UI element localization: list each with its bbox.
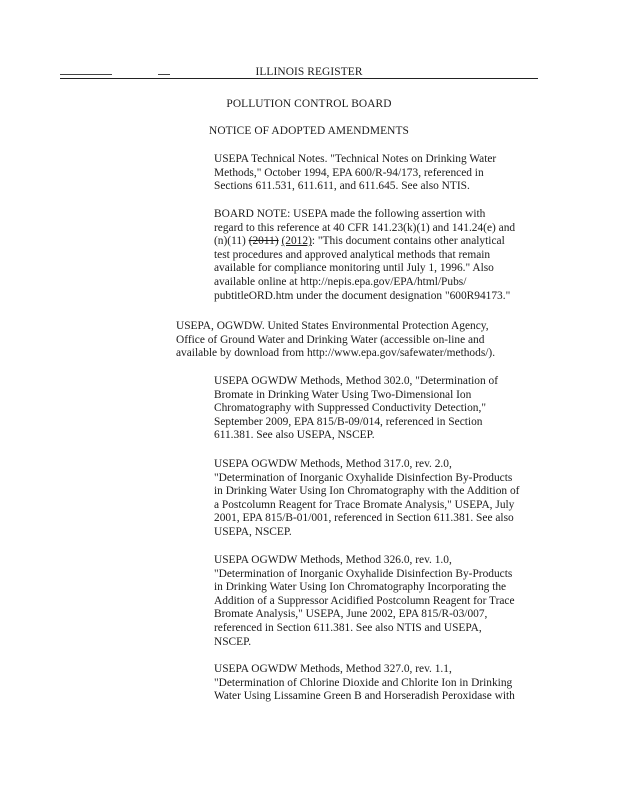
text-run: : "This document contains other analytical — [311, 235, 505, 248]
text-line: "Determination of Inorganic Oxyhalide Disinfection By-Products — [214, 471, 513, 484]
text-line — [214, 235, 544, 249]
text-line: USEPA OGWDW Methods, Method 302.0, "Determination of — [214, 375, 499, 387]
text-line: Addition of a Suppressor Acidified Postcolumn Reagent for Trace — [214, 594, 515, 607]
text-line: Sections 611.531, 611.611, and 611.645. See also NTIS. — [214, 180, 470, 193]
text-line: 611.381. See also USEPA, NSCEP. — [214, 429, 375, 442]
text-line: Bromate Analysis," USEPA, June 2002, EPA 815/R-03/007, — [214, 608, 488, 621]
struck-year: (2011) — [248, 235, 279, 248]
text-line: test procedures and approved analytical methods that remain — [214, 248, 491, 261]
text-line: "Determination of Chlorine Dioxide and Chlorite Ion in Drinking — [214, 676, 513, 689]
text-line: 2001, EPA 815/B-01/001, referenced in Section 611.381. See also — [214, 512, 514, 525]
board-note — [214, 208, 544, 303]
method-327-entry — [214, 663, 544, 704]
method-326-entry — [214, 554, 544, 649]
tech-notes-entry — [214, 153, 544, 194]
register-title: ILLINOIS REGISTER — [255, 66, 363, 78]
text-line: referenced in Section 611.381. See also NTIS and USEPA, — [214, 621, 482, 634]
text-line: Water Using Lissamine Green B and Horseradish Peroxidase with — [214, 690, 515, 703]
text-line: a Postcolumn Reagent for Trace Bromate Analysis," USEPA, July — [214, 498, 515, 511]
text-line: Chromatography with Suppressed Conductivity Detection," — [214, 402, 486, 415]
text-line: USEPA OGWDW Methods, Method 326.0, rev. 1.0, — [214, 554, 452, 566]
text-line: BOARD NOTE: USEPA made the following assertion with — [214, 208, 486, 220]
text-line: USEPA, OGWDW. United States Environmental Protection Agency, — [176, 320, 489, 332]
text-line: Office of Ground Water and Drinking Water (accessible on-line and — [176, 333, 485, 346]
agency-name: POLLUTION CONTROL BOARD — [226, 98, 392, 110]
text-line: USEPA Technical Notes. "Technical Notes on Drinking Water — [214, 153, 497, 165]
text-line: USEPA, NSCEP. — [214, 525, 292, 538]
ogwdw-entry — [176, 320, 538, 361]
text-line: in Drinking Water Using Ion Chromatography Incorporating the — [214, 581, 507, 594]
text-line: available online at http://nepis.epa.gov/EPA/html/Pubs/ — [214, 275, 467, 288]
method-317-entry — [214, 458, 544, 540]
text-line: "Determination of Inorganic Oxyhalide Disinfection By-Products — [214, 567, 513, 580]
text-line: USEPA OGWDW Methods, Method 317.0, rev. 2.0, — [214, 458, 452, 470]
text-line: Bromate in Drinking Water Using Two-Dimensional Ion — [214, 388, 472, 401]
text-line: pubtitleORD.htm under the document designation "600R94173." — [214, 289, 511, 302]
text-line: NSCEP. — [214, 635, 252, 648]
text-line: Methods," October 1994, EPA 600/R-94/173, referenced in — [214, 166, 484, 179]
inserted-year: (2012) — [281, 235, 312, 248]
text-line: regard to this reference at 40 CFR 141.23(k)(1) and 141.24(e) and — [214, 221, 516, 234]
text-line: available by download from http://www.epa.gov/safewater/methods/). — [176, 347, 496, 360]
text-line: in Drinking Water Using Ion Chromatography with the Addition of — [214, 485, 520, 498]
notice-title: NOTICE OF ADOPTED AMENDMENTS — [209, 125, 409, 137]
text-line: September 2009, EPA 815/B-09/014, referenced in Section — [214, 415, 483, 428]
text-run: (n)(11) — [214, 235, 249, 248]
text-line: available for compliance monitoring until July 1, 1996." Also — [214, 262, 494, 275]
text-line: USEPA OGWDW Methods, Method 327.0, rev. 1.1, — [214, 663, 452, 675]
method-302-entry — [214, 375, 544, 443]
